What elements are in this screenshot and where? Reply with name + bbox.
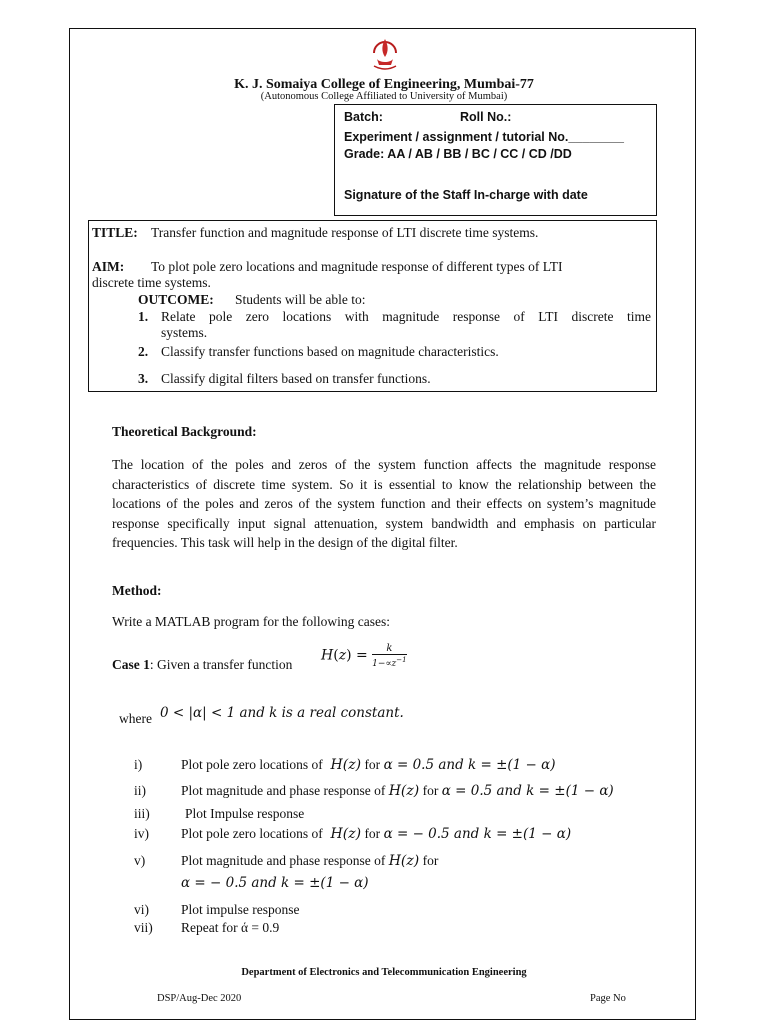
- method-intro: Write a MATLAB program for the following cases:: [112, 614, 391, 629]
- fraction: $\frac{k}{1-\propto z^{-1}}$: [372, 643, 407, 669]
- college-name: K. J. Somaiya College of Engineering, Mumbai-77: [234, 77, 534, 92]
- outcome-num: 1.: [138, 309, 149, 324]
- outcome-text-2: Classify transfer functions based on magnitude characteristics.: [161, 344, 499, 359]
- signature-line: Signature of the Staff In-charge with date: [344, 188, 588, 202]
- case-1-line: [112, 657, 292, 673]
- list-item-condition: α = − 0.5 and k = ±(1 − α): [181, 875, 369, 891]
- footer-course: DSP/Aug-Dec 2020: [157, 993, 242, 1004]
- college-logo-icon: [368, 33, 402, 73]
- outcome-num: 3.: [138, 371, 149, 386]
- experiment-line: Experiment / assignment / tutorial No.________: [344, 130, 624, 144]
- list-item: Plot magnitude and phase response of H(z) for α = 0.5 and k = ±(1 − α): [181, 783, 614, 799]
- theory-heading: Theoretical Background:: [112, 424, 257, 439]
- transfer-function-formula: H(z) = $\frac{k}{1-\propto z^{-1}}$: [321, 643, 407, 669]
- grade-line: Grade: AA / AB / BB / BC / CC / CD /DD: [344, 147, 572, 161]
- case-label: Case 1: [112, 657, 150, 672]
- roll-label: Roll No.:: [460, 110, 512, 124]
- footer-page: Page No: [590, 993, 626, 1004]
- list-item: Plot impulse response: [181, 902, 300, 917]
- list-num: ii): [134, 783, 146, 798]
- list-item: Plot Impulse response: [185, 806, 305, 821]
- college-affiliation: (Autonomous College Affiliated to University of Mumbai): [260, 91, 508, 102]
- title-text: Transfer function and magnitude response of LTI discrete time systems.: [151, 225, 539, 240]
- title-box: [88, 220, 657, 392]
- batch-label: Batch:: [344, 110, 383, 124]
- list-num: iv): [134, 826, 149, 841]
- outcome-label: OUTCOME:: [138, 292, 214, 307]
- case-text: : Given a transfer function: [149, 657, 293, 672]
- outcome-text-1: Relate pole zero locations with magnitude response of LTI discrete time: [161, 309, 651, 324]
- list-num: v): [134, 853, 146, 868]
- outcome-text-3: Classify digital filters based on transfer functions.: [161, 371, 431, 386]
- list-num: iii): [134, 806, 150, 821]
- list-item: Repeat for ά = 0.9: [181, 920, 280, 935]
- list-item: Plot pole zero locations of H(z) for α = 0.5 and k = ±(1 − α): [181, 757, 556, 773]
- where-label: where: [119, 711, 152, 726]
- outcome-text: Students will be able to:: [235, 292, 366, 307]
- outcome-num: 2.: [138, 344, 149, 359]
- footer-department: Department of Electronics and Telecommunication Engineering: [241, 967, 527, 978]
- list-num: vi): [134, 902, 149, 917]
- list-num: vii): [134, 920, 153, 935]
- outcome-text-1b: systems.: [161, 325, 208, 340]
- list-item: Plot pole zero locations of H(z) for α = − 0.5 and k = ±(1 − α): [181, 826, 572, 842]
- aim-line-1: To plot pole zero locations and magnitude response of different types of LTI: [151, 259, 563, 274]
- aim-label: AIM:: [92, 259, 125, 274]
- list-num: i): [134, 757, 143, 772]
- title-label: TITLE:: [92, 225, 138, 240]
- list-item: Plot magnitude and phase response of H(z) for: [181, 853, 439, 869]
- aim-line-2: discrete time systems.: [92, 275, 211, 290]
- batch-box: [334, 104, 657, 216]
- method-heading: Method:: [112, 583, 162, 598]
- where-condition: 0 < |α| < 1 and k is a real constant.: [160, 705, 404, 721]
- theory-paragraph: The location of the poles and zeros of the system function affects the magnitude response characteristics of discrete time system. So it is essential to know the relationship between the locations of the poles and zeros of the system function and their effects on system’s magnitude response specifically input signal attenuation, system bandwidth and emphasis on particular frequencies. This task will help in the design of the digital filter.: [112, 457, 656, 550]
